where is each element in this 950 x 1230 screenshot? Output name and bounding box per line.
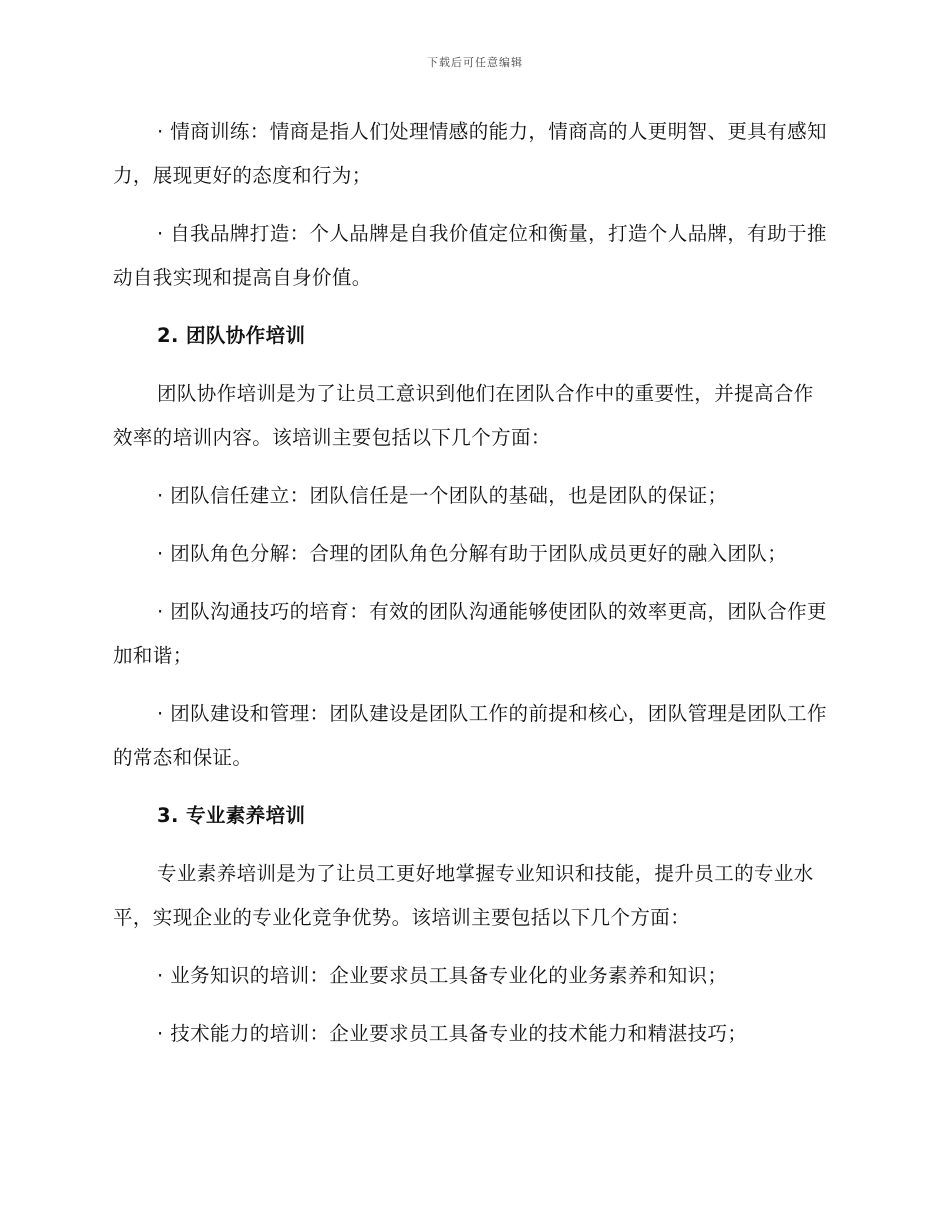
bullet-personal-branding: · 自我品牌打造：个人品牌是自我价值定位和衡量，打造个人品牌，有助于推动自我实现和提高自身价值。 [113,222,827,289]
document-body [113,110,831,1070]
paragraph-professional-training-intro: 专业素养培训是为了让员工更好地掌握专业知识和技能，提升员工的专业水平，实现企业的专业化竞争优势。该培训主要包括以下几个方面： [113,862,814,929]
page-header: 下载后可任意编辑 [427,56,523,69]
bullet-team-communication: · 团队沟通技巧的培育：有效的团队沟通能够使团队的效率更高，团队合作更加和谐； [113,600,827,667]
section-heading-professional-training: 3. 专业素养培训 [157,804,306,827]
bullet-team-roles: · 团队角色分解：合理的团队角色分解有助于团队成员更好的融入团队； [157,542,788,565]
bullet-technical-skills: · 技术能力的培训：企业要求员工具备专业的技术能力和精湛技巧； [157,1022,748,1045]
bullet-team-trust: · 团队信任建立：团队信任是一个团队的基础，也是团队的保证； [157,484,728,507]
bullet-team-building: · 团队建设和管理：团队建设是团队工作的前提和核心，团队管理是团队工作的常态和保证。 [113,702,827,769]
paragraph-team-collaboration-intro: 团队协作培训是为了让员工意识到他们在团队合作中的重要性，并提高合作效率的培训内容。该培训主要包括以下几个方面： [113,382,814,449]
bullet-business-knowledge: · 业务知识的培训：企业要求员工具备专业化的业务素养和知识； [157,964,728,987]
bullet-emotional-intelligence: · 情商训练：情商是指人们处理情感的能力，情商高的人更明智、更具有感知力，展现更好的态度和行为； [113,120,827,187]
section-heading-team-collaboration: 2. 团队协作培训 [157,324,306,347]
